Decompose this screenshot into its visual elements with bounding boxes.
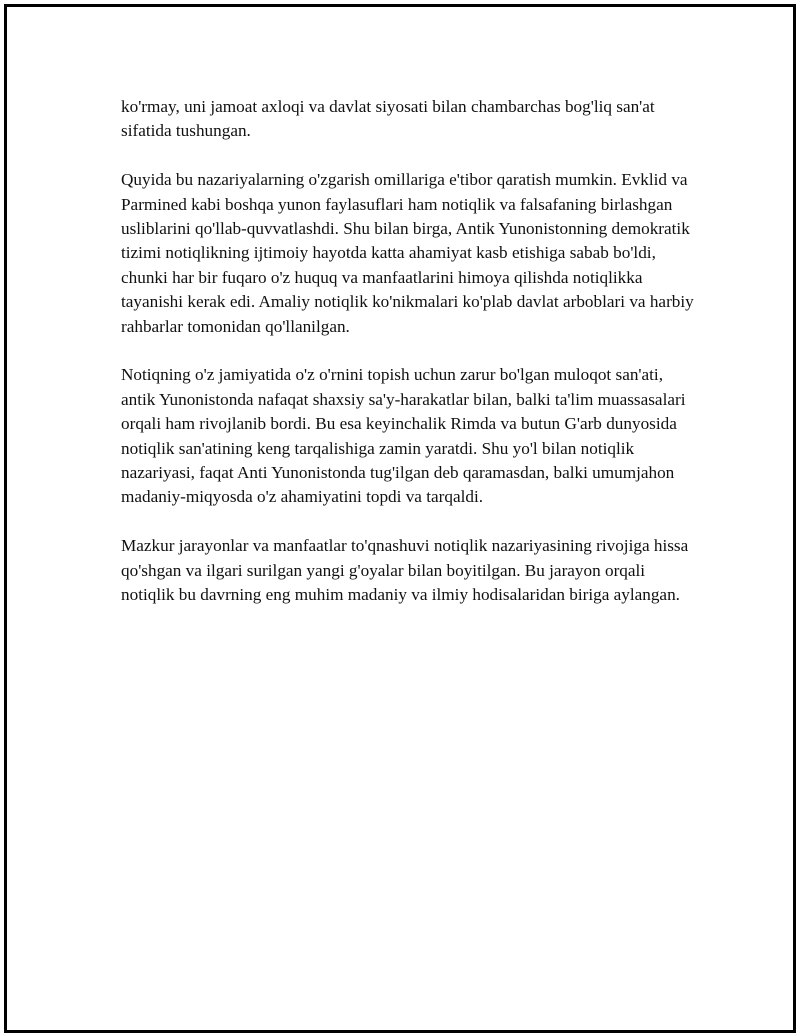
- paragraph: Mazkur jarayonlar va manfaatlar to'qnashuvi notiqlik nazariyasining rivojiga hissa qo'shgan va ilgari surilgan yangi g'oyalar bilan boyitilgan. Bu jarayon orqali notiqlik bu davrning eng muhim madaniy va ilmiy hodisalaridan biriga aylangan.: [121, 536, 689, 605]
- paragraph: Notiqning o'z jamiyatida o'z o'rnini topish uchun zarur bo'lgan muloqot san'ati, antik Yunonistonda nafaqat shaxsiy sa'y-harakatlar bilan, balki ta'lim muassasalari orqali ham rivojlanib bordi. Bu esa keyinchalik Rimda va butun G'arb dunyosida notiqlik san'atining keng tarqalishiga zamin yaratdi. Shu yo'l bilan notiqlik nazariyasi, faqat Anti Yunonistonda tug'ilgan deb qaramasdan, balki umumjahon madaniy-miqyosda o'z ahamiyatini topdi va tarqaldi.: [121, 365, 686, 507]
- document-body: [121, 95, 701, 632]
- page-frame: [4, 4, 796, 1033]
- paragraph: ko'rmay, uni jamoat axloqi va davlat siyosati bilan chambarchas bog'liq san'at sifatida tushungan.: [121, 97, 655, 141]
- paragraph: Quyida bu nazariyalarning o'zgarish omillariga e'tibor qaratish mumkin. Evklid va Parmined kabi boshqa yunon faylasuflari ham notiqlik va falsafaning birlashgan usliblarini qo'llab-quvvatlashdi. Shu bilan birga, Antik Yunonistonning demokratik tizimi notiqlikning ijtimoiy hayotda katta ahamiyat kasb etishiga sabab bo'ldi, chunki har bir fuqaro o'z huquq va manfaatlarini himoya qilishda notiqlikka tayanishi kerak edi. Amaliy notiqlik ko'nikmalari ko'plab davlat arboblari va harbiy rahbarlar tomonidan qo'llanilgan.: [121, 170, 694, 336]
